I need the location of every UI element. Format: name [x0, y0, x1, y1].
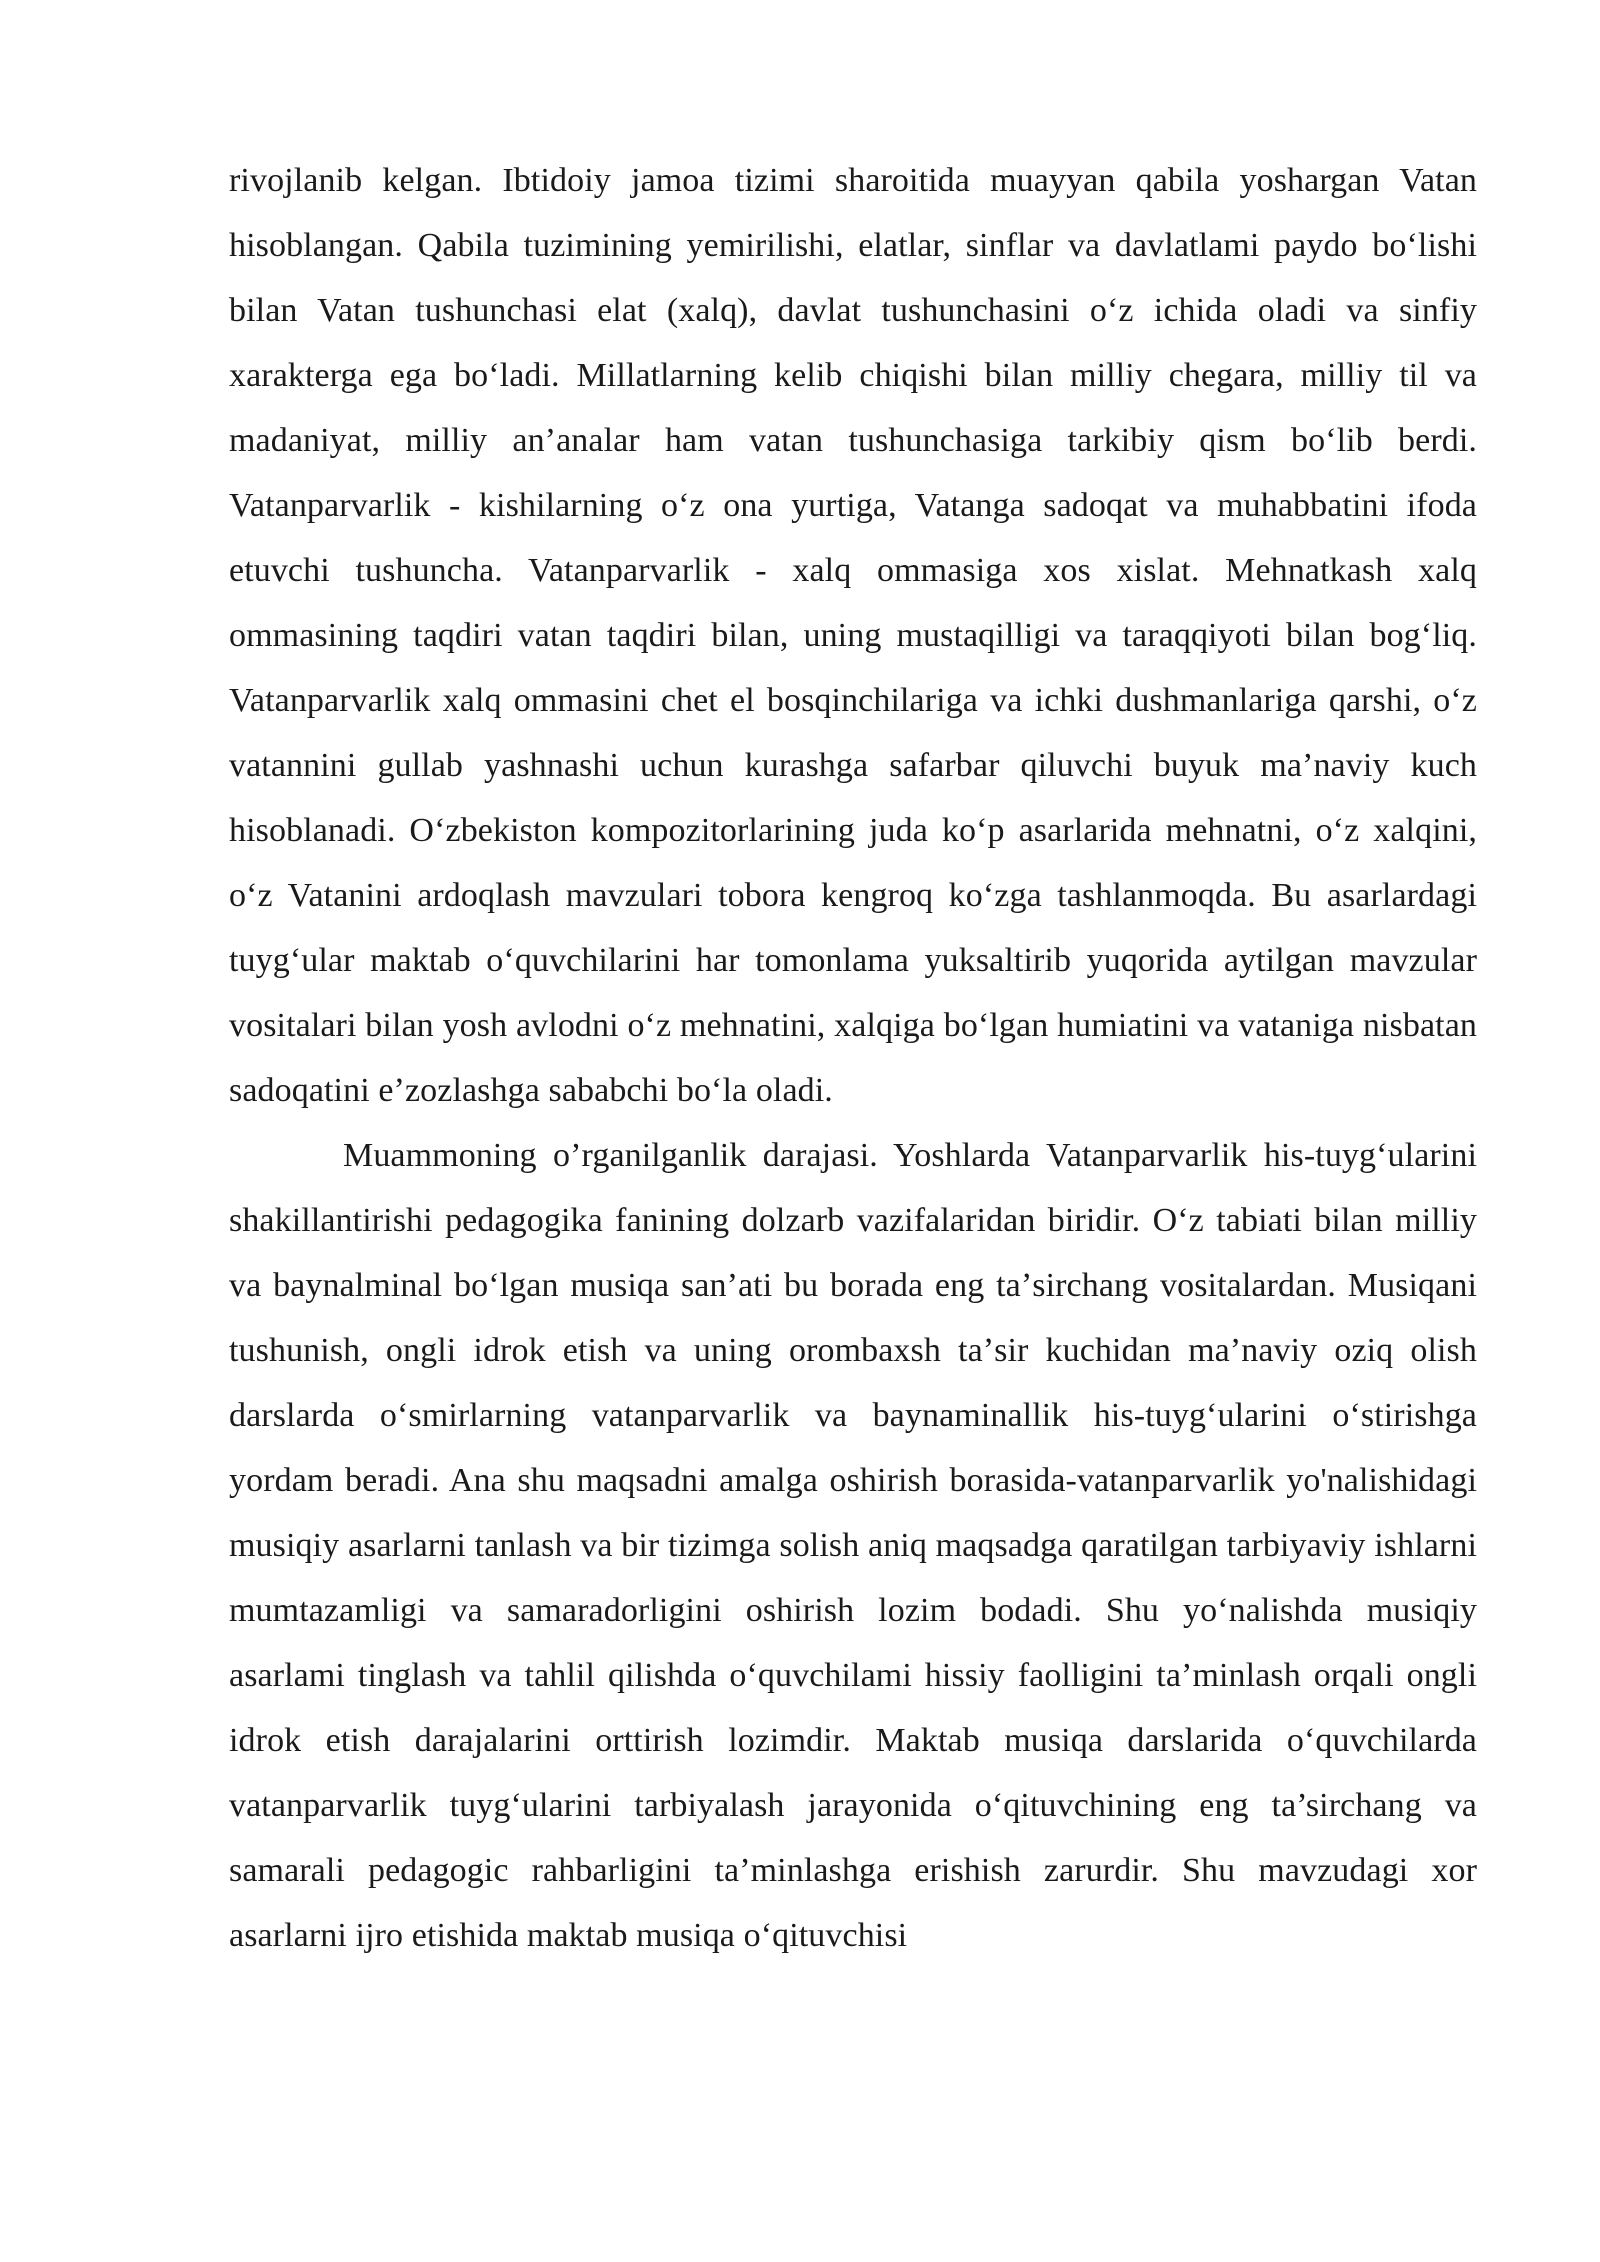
paragraph-continuation: rivojlanib kelgan. Ibtidoiy jamoa tizimi sharoitida muayyan qabila yoshargan Vatan hisoblangan. Qabila tuzimining yemirilishi, elatlar, sinflar va davlatlami paydo bo‘lishi bilan Vatan tushunchasi elat (xalq), davlat tushunchasini o‘z ichida oladi va sinfiy xarakterga ega bo‘ladi. Millatlarning kelib chiqishi bilan milliy chegara, milliy til va madaniyat, milliy an’analar ham vatan tushunchasiga tarkibiy qism bo‘lib berdi. Vatanparvarlik - kishilarning o‘z ona yurtiga, Vatanga sadoqat va muhabbatini ifoda etuvchi tushuncha. Vatanparvarlik - xalq ommasiga xos xislat. Mehnatkash xalq ommasining taqdiri vatan taqdiri bilan, uning mustaqilligi va taraqqiyoti bilan bog‘liq. Vatanparvarlik xalq ommasini chet el bosqinchilariga va ichki dushmanlariga qarshi, o‘z vatannini gullab yashnashi uchun kurashga safarbar qiluvchi buyuk ma’naviy kuch hisoblanadi. O‘zbekiston kompozitorlarining juda ko‘p asarlarida mehnatni, o‘z xalqini, o‘z Vatanini ardoqlash mavzulari tobora kengroq ko‘zga tashlanmoqda. Bu asarlardagi tuyg‘ular maktab o‘quvchilarini har tomonlama yuksaltirib yuqorida aytilgan mavzular vositalari bilan yosh avlodni o‘z mehnatini, xalqiga bo‘lgan humiatini va vataniga nisbatan sadoqatini eʼzozlashga sababchi bo‘la oladi. — [229, 162, 1477, 1109]
body-text — [229, 148, 1477, 1968]
paragraph-research-status: Muammoning o’rganilganlik darajasi. Yoshlarda Vatanparvarlik his-tuyg‘ularini shakillantirishi pedagogika fanining dolzarb vazifalaridan biridir. O‘z tabiati bilan milliy va baynalminal bo‘lgan musiqa san’ati bu borada eng taʼsirchang vositalardan. Musiqani tushunish, ongli idrok etish va uning orombaxsh taʼsir kuchidan ma’naviy oziq olish darslarda o‘smirlarning vatanparvarlik va baynaminallik his-tuyg‘ularini o‘stirishga yordam beradi. Ana shu maqsadni amalga oshirish borasida-vatanparvarlik yo'nalishidagi musiqiy asarlarni tanlash va bir tizimga solish aniq maqsadga qaratilgan tarbiyaviy ishlarni mumtazamligi va samaradorligini oshirish lozim bodadi. Shu yo‘nalishda musiqiy asarlami tinglash va tahlil qilishda o‘quvchilami hissiy faolligini ta’minlash orqali ongli idrok etish darajalarini orttirish lozimdir. Maktab musiqa darslarida o‘quvchilarda vatanparvarlik tuyg‘ularini tarbiyalash jarayonida o‘qituvchining eng ta’sirchang va samarali pedagogic rahbarligini ta’minlashga erishish zarurdir. Shu mavzudagi xor asarlarni ijro etishida maktab musiqa o‘qituvchisi — [229, 1137, 1477, 1954]
